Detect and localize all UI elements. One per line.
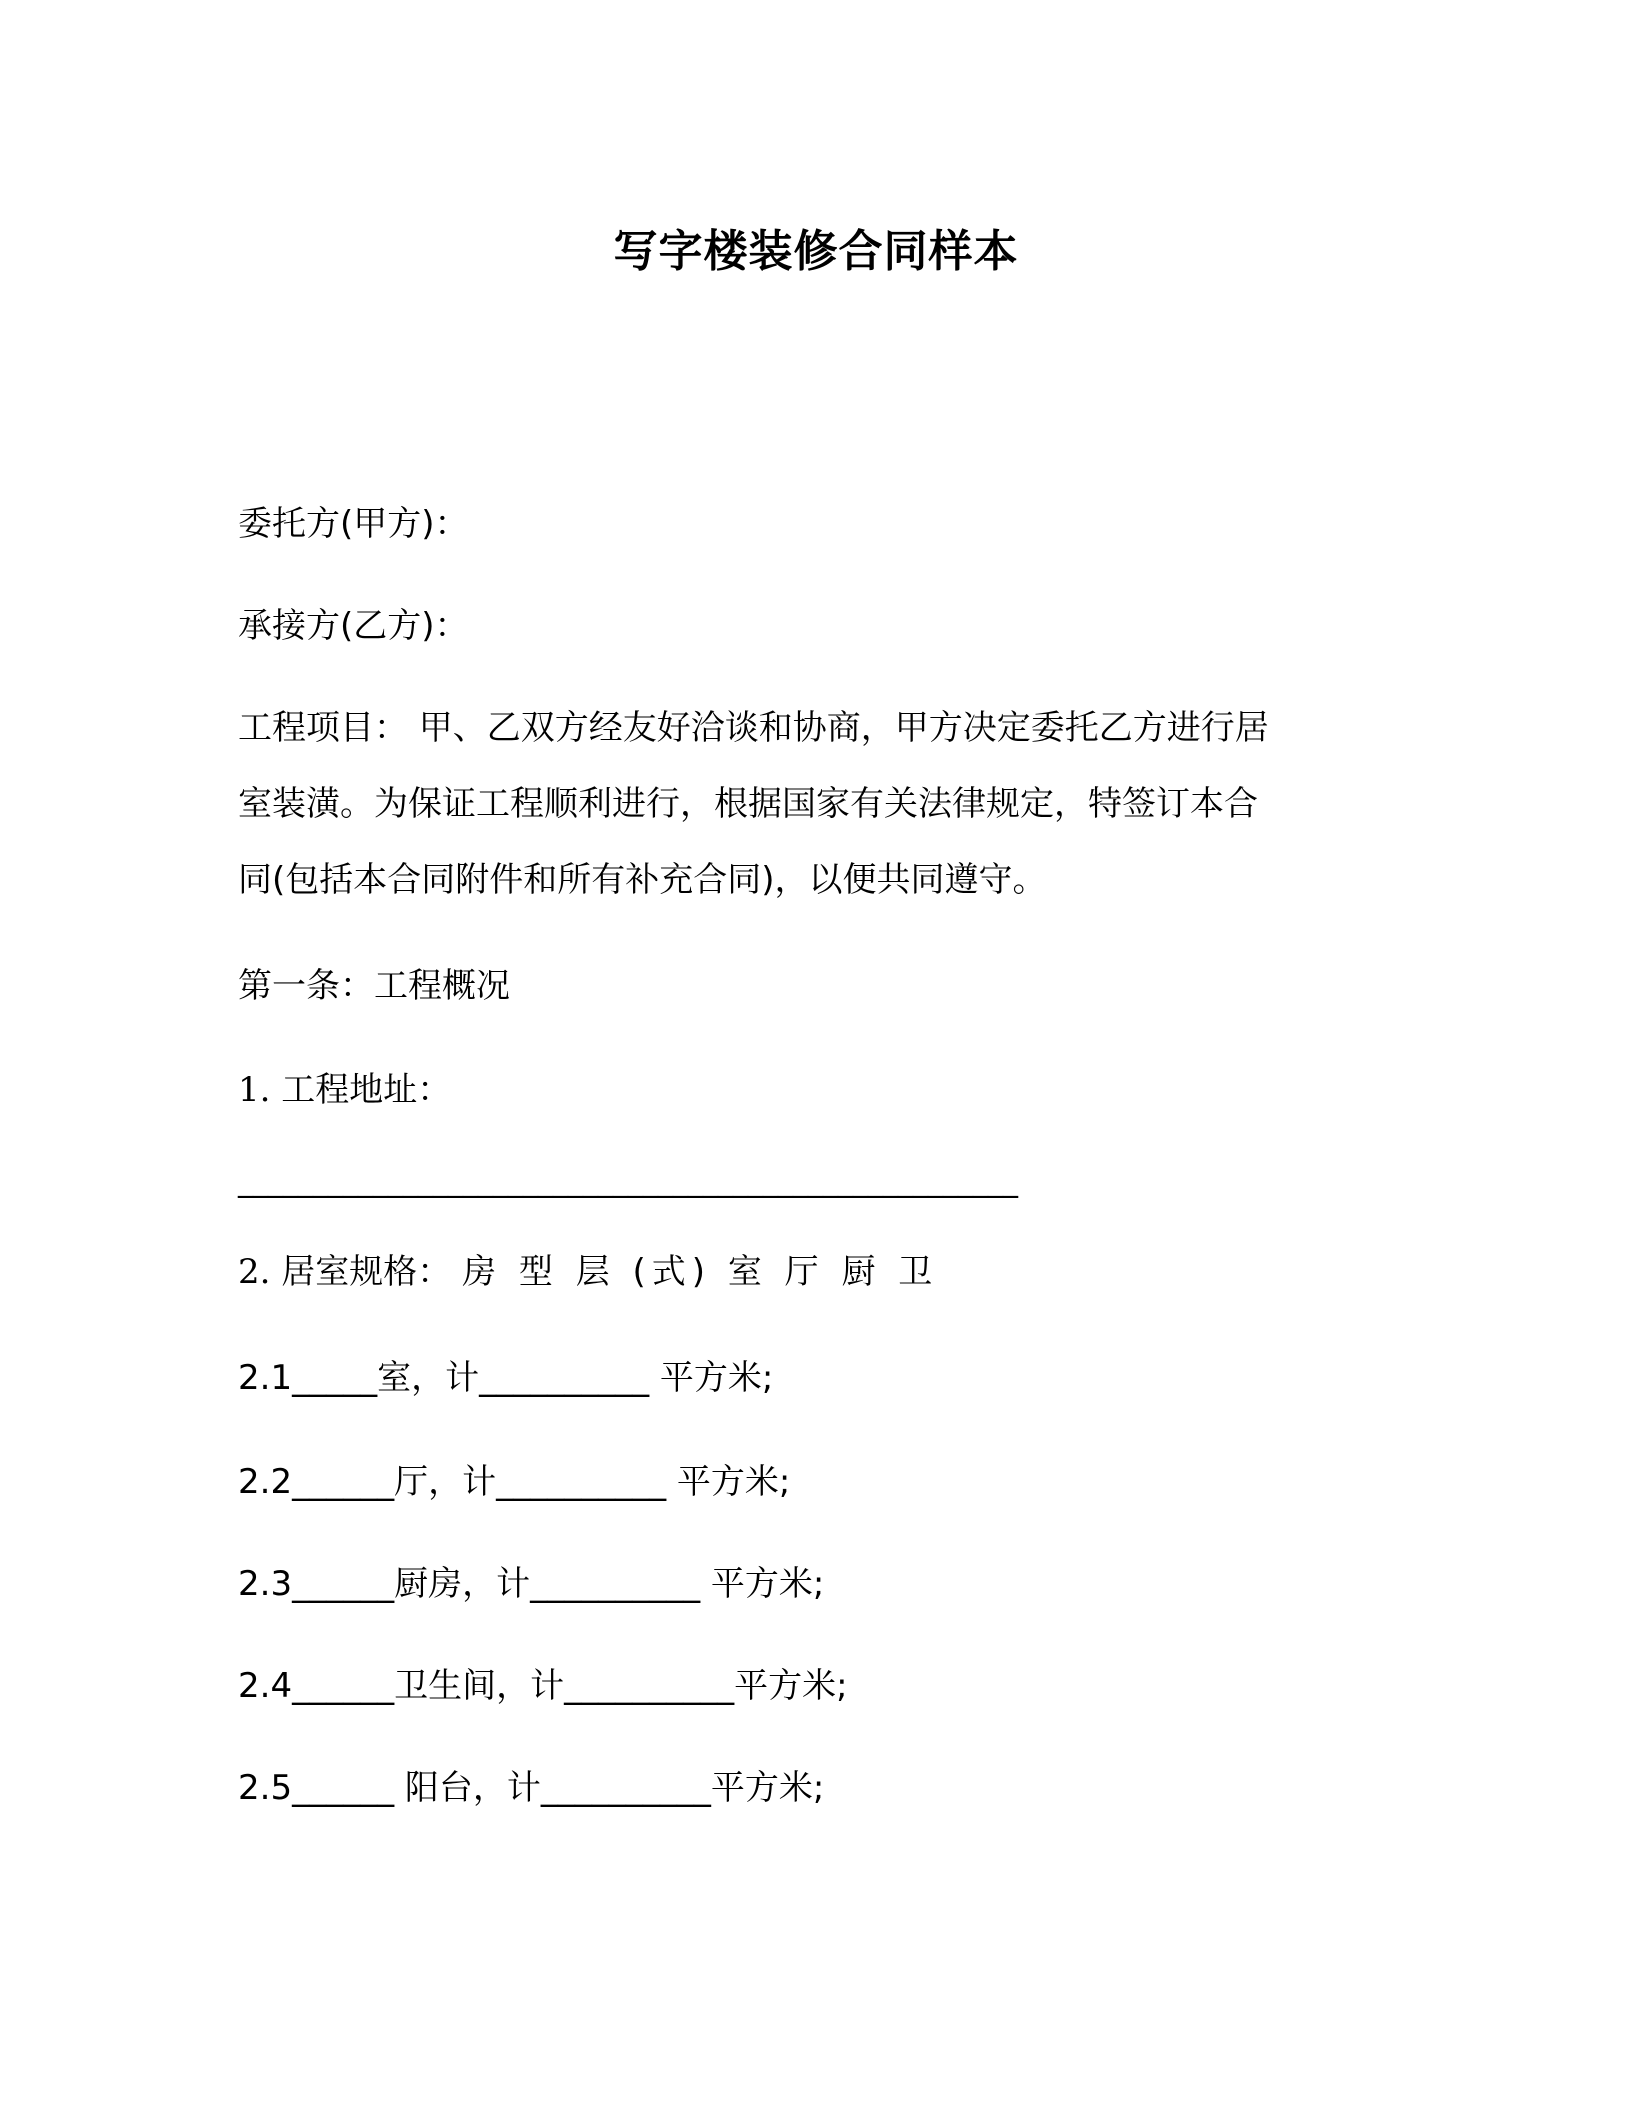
- sub-item-2-2: 2.2______厅，计__________ 平方米;: [238, 1462, 791, 1502]
- sub-item-2-4: 2.4______卫生间，计__________平方米;: [238, 1666, 848, 1706]
- item-2-label: 居室规格：: [281, 1252, 452, 1292]
- item-2-rooms: 房 型 层 (式) 室 厅 厨 卫: [462, 1252, 939, 1292]
- item-1-label: 工程地址：: [281, 1070, 452, 1110]
- item-2-room-spec: [238, 1250, 938, 1294]
- item-1-address: [238, 1068, 451, 1112]
- party-a-line: 委托方(甲方)：: [238, 504, 469, 544]
- project-line-2: 室装潢。为保证工程顺利进行，根据国家有关法律规定，特签订本合: [238, 784, 1258, 824]
- item-1-address-blank: ____________________________________________________: [238, 1164, 1018, 1199]
- sub-item-2-3: 2.3______厨房，计__________ 平方米;: [238, 1564, 825, 1604]
- article-1-heading: 第一条：工程概况: [238, 966, 510, 1006]
- project-line-3: 同(包括本合同附件和所有补充合同)，以便共同遵守。: [238, 860, 1047, 900]
- party-b-line: 承接方(乙方)：: [238, 606, 469, 646]
- project-line-1: 工程项目： 甲、乙双方经友好洽谈和协商，甲方决定委托乙方进行居: [238, 708, 1269, 748]
- item-1-number: 1.: [238, 1070, 271, 1110]
- document-title: 写字楼装修合同样本: [613, 226, 1019, 277]
- sub-item-2-1: 2.1_____室，计__________ 平方米;: [238, 1358, 774, 1398]
- item-2-number: 2.: [238, 1252, 271, 1292]
- sub-item-2-5: 2.5______ 阳台，计__________平方米;: [238, 1768, 825, 1808]
